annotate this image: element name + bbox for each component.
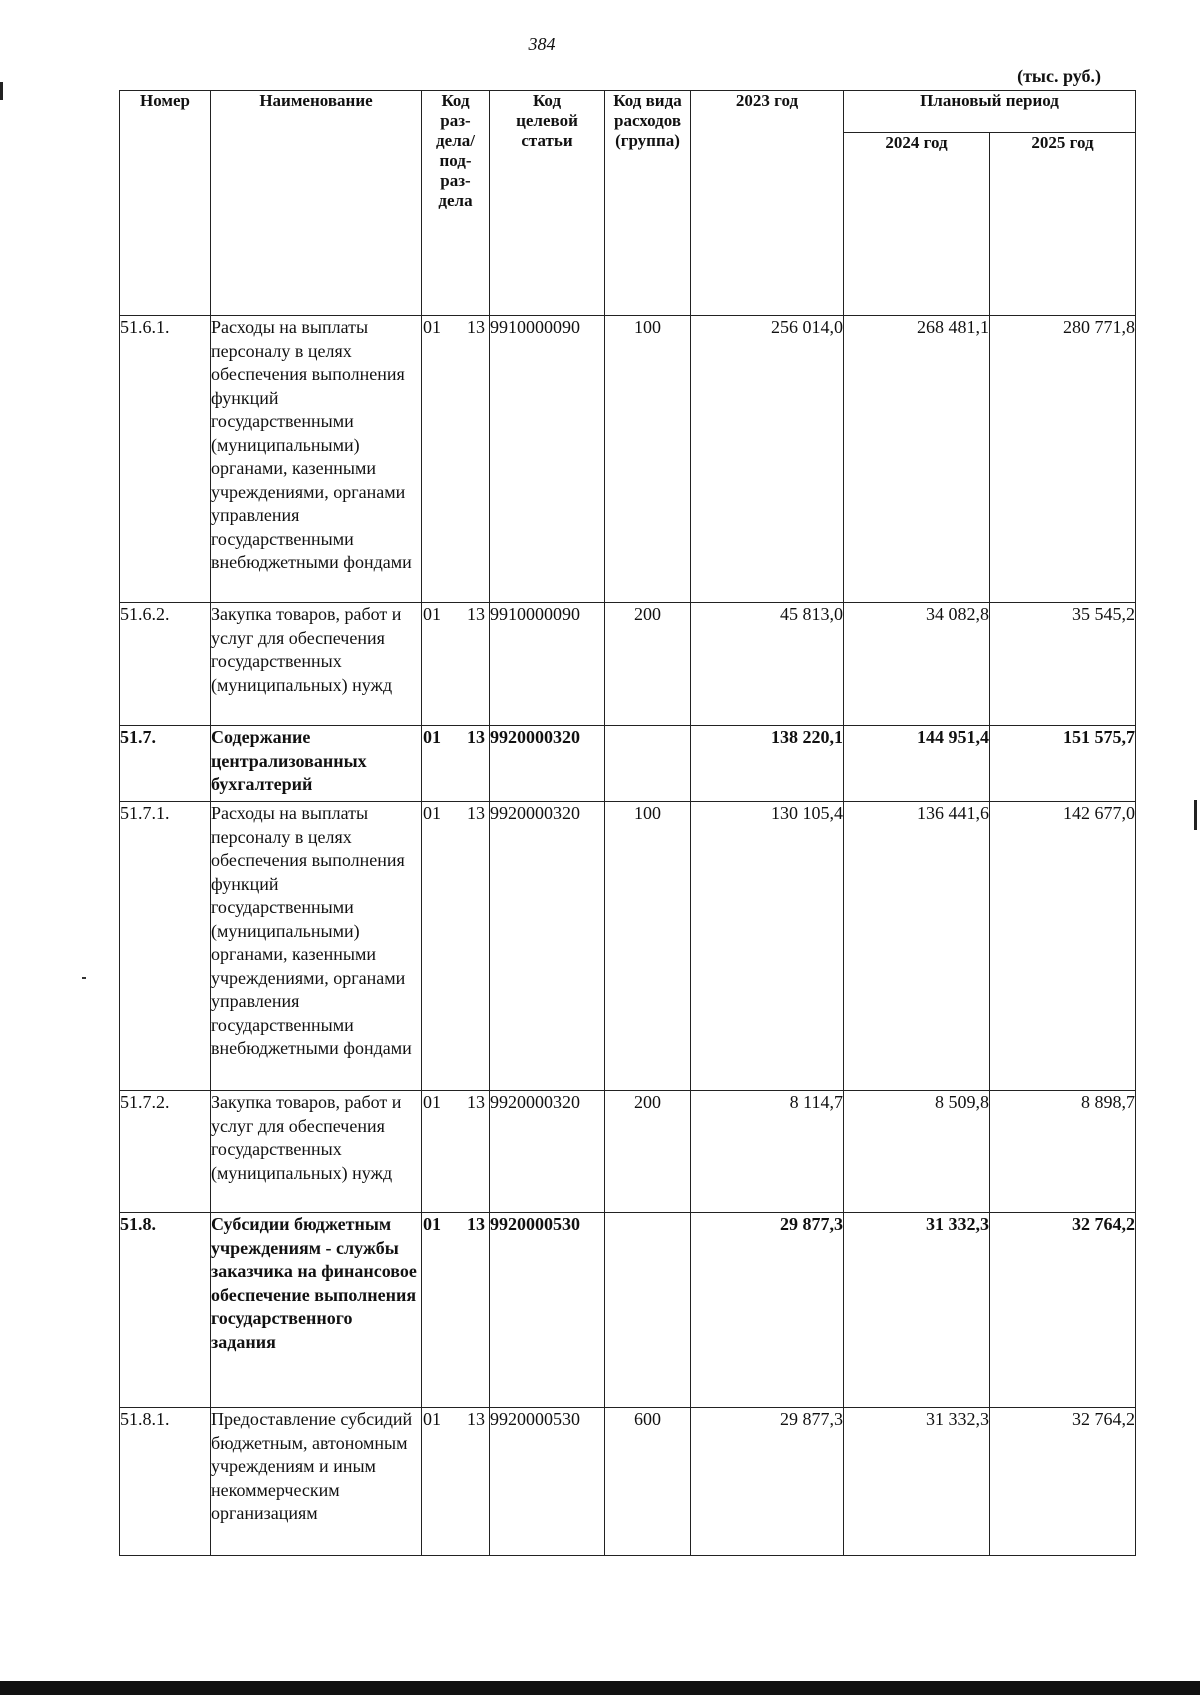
table-header (120, 91, 1136, 316)
row-podrazdel: 13 (467, 803, 485, 823)
row-amount-2023: 45 813,0 (691, 603, 844, 726)
table-row (120, 1213, 1136, 1408)
row-amount-2024: 34 082,8 (844, 603, 990, 726)
scan-edge-mark (1194, 800, 1197, 830)
row-razdel-code (422, 316, 490, 603)
row-expense-type: 600 (605, 1408, 691, 1556)
row-expense-type: 200 (605, 1091, 691, 1213)
row-expense-type: 100 (605, 802, 691, 1091)
row-amount-2025: 8 898,7 (990, 1091, 1136, 1213)
row-amount-2024: 31 332,3 (844, 1408, 990, 1556)
row-podrazdel: 13 (467, 1092, 485, 1112)
row-name: Закупка товаров, работ и услуг для обеспечения государственных (муниципальных) нужд (211, 603, 422, 726)
units-label: (тыс. руб.) (1017, 66, 1101, 86)
row-podrazdel: 13 (467, 727, 485, 747)
row-expense-type (605, 726, 691, 802)
scan-speck (82, 977, 86, 979)
row-razdel-code (422, 603, 490, 726)
row-number: 51.6.2. (120, 603, 211, 726)
scan-edge-mark (0, 82, 3, 100)
row-razdel: 01 (423, 1092, 441, 1112)
header-year-2024: 2024 год (844, 133, 990, 316)
row-razdel: 01 (423, 317, 441, 337)
header-razdel-code: Код раз- дела/ под- раз- дела (422, 91, 490, 316)
page-number: 384 (528, 34, 556, 54)
row-amount-2023: 138 220,1 (691, 726, 844, 802)
row-amount-2023: 29 877,3 (691, 1408, 844, 1556)
row-number: 51.7. (120, 726, 211, 802)
row-target-code: 9920000530 (490, 1408, 605, 1556)
row-amount-2024: 144 951,4 (844, 726, 990, 802)
row-podrazdel: 13 (467, 1409, 485, 1429)
row-razdel: 01 (423, 803, 441, 823)
table-row (120, 1091, 1136, 1213)
row-number: 51.8.1. (120, 1408, 211, 1556)
header-year-2025: 2025 год (990, 133, 1136, 316)
row-razdel: 01 (423, 1409, 441, 1429)
row-target-code: 9920000530 (490, 1213, 605, 1408)
row-amount-2025: 142 677,0 (990, 802, 1136, 1091)
row-expense-type: 100 (605, 316, 691, 603)
row-amount-2025: 32 764,2 (990, 1408, 1136, 1556)
row-amount-2024: 8 509,8 (844, 1091, 990, 1213)
row-amount-2024: 136 441,6 (844, 802, 990, 1091)
row-amount-2023: 256 014,0 (691, 316, 844, 603)
header-name: Наименование (211, 91, 422, 316)
scan-bottom-border (0, 1681, 1200, 1695)
row-name: Расходы на выплаты персоналу в целях обеспечения выполнения функций государственными (муниципальными) органами, казенными учреждениями, органами управления государственными внебюджетными фондами (211, 316, 422, 603)
row-amount-2023: 29 877,3 (691, 1213, 844, 1408)
row-target-code: 9920000320 (490, 726, 605, 802)
row-number: 51.6.1. (120, 316, 211, 603)
row-amount-2024: 268 481,1 (844, 316, 990, 603)
row-number: 51.8. (120, 1213, 211, 1408)
row-name: Расходы на выплаты персоналу в целях обеспечения выполнения функций государственными (муниципальными) органами, казенными учреждениями, органами управления государственными внебюджетными фондами (211, 802, 422, 1091)
row-podrazdel: 13 (467, 1214, 485, 1234)
row-target-code: 9910000090 (490, 603, 605, 726)
row-razdel: 01 (423, 1214, 441, 1234)
row-amount-2025: 151 575,7 (990, 726, 1136, 802)
row-name: Предоставление субсидий бюджетным, автономным учреждениям и иным некоммерческим организациям (211, 1408, 422, 1556)
header-number: Номер (120, 91, 211, 316)
header-expense-type-code: Код вида расходов (группа) (605, 91, 691, 316)
row-expense-type: 200 (605, 603, 691, 726)
table-row (120, 1408, 1136, 1556)
row-number: 51.7.1. (120, 802, 211, 1091)
table-row (120, 603, 1136, 726)
row-target-code: 9920000320 (490, 802, 605, 1091)
row-amount-2023: 8 114,7 (691, 1091, 844, 1213)
row-name: Субсидии бюджетным учреждениям - службы заказчика на финансовое обеспечение выполнения государственного задания (211, 1213, 422, 1408)
row-razdel-code (422, 1091, 490, 1213)
row-amount-2025: 32 764,2 (990, 1213, 1136, 1408)
table-row (120, 726, 1136, 802)
row-amount-2024: 31 332,3 (844, 1213, 990, 1408)
row-razdel-code (422, 1213, 490, 1408)
row-amount-2025: 35 545,2 (990, 603, 1136, 726)
table-row (120, 316, 1136, 603)
row-podrazdel: 13 (467, 317, 485, 337)
row-expense-type (605, 1213, 691, 1408)
row-razdel: 01 (423, 727, 441, 747)
header-year-2023: 2023 год (691, 91, 844, 316)
row-razdel-code (422, 726, 490, 802)
header-target-code: Код целевой статьи (490, 91, 605, 316)
row-number: 51.7.2. (120, 1091, 211, 1213)
row-amount-2025: 280 771,8 (990, 316, 1136, 603)
header-plan-period: Плановый период (844, 91, 1136, 133)
row-target-code: 9910000090 (490, 316, 605, 603)
row-amount-2023: 130 105,4 (691, 802, 844, 1091)
row-razdel-code (422, 802, 490, 1091)
row-razdel: 01 (423, 604, 441, 624)
table-row (120, 802, 1136, 1091)
table-body (120, 316, 1136, 1556)
row-name: Содержание централизованных бухгалтерий (211, 726, 422, 802)
row-target-code: 9920000320 (490, 1091, 605, 1213)
row-name: Закупка товаров, работ и услуг для обеспечения государственных (муниципальных) нужд (211, 1091, 422, 1213)
budget-table (119, 90, 1136, 1556)
row-razdel-code (422, 1408, 490, 1556)
row-podrazdel: 13 (467, 604, 485, 624)
